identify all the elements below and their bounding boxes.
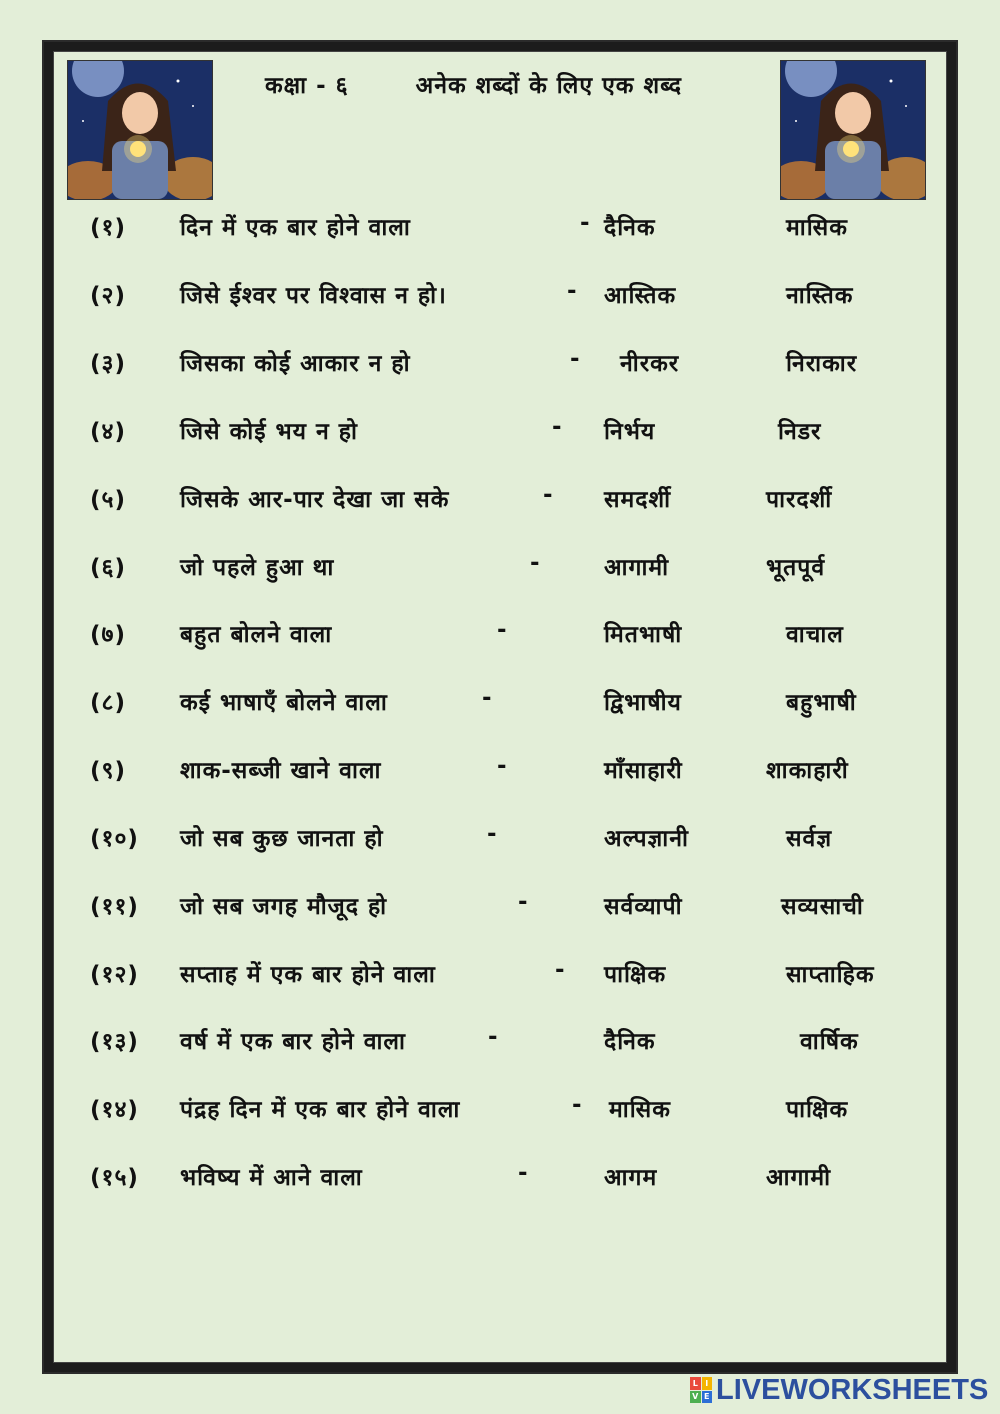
answer-option-1[interactable]: मितभाषी — [604, 622, 683, 648]
question-phrase: जिसका कोई आकार न हो — [180, 351, 411, 377]
question-number: (१५) — [90, 1165, 139, 1191]
question-row — [0, 482, 1000, 522]
question-row — [0, 617, 1000, 657]
answer-option-2[interactable]: साप्ताहिक — [786, 962, 875, 988]
answer-option-1[interactable]: समदर्शी — [604, 487, 672, 513]
question-row — [0, 821, 1000, 861]
answer-option-2[interactable]: वार्षिक — [800, 1029, 859, 1055]
dash-separator: - — [518, 889, 529, 915]
question-phrase: बहुत बोलने वाला — [180, 622, 333, 648]
question-number: (११) — [90, 894, 139, 920]
answer-option-1[interactable]: आगामी — [604, 555, 670, 581]
logo-mark-letter: L — [690, 1377, 701, 1390]
question-number: (३) — [90, 351, 126, 377]
question-number: (१३) — [90, 1029, 139, 1055]
question-phrase: पंद्रह दिन में एक बार होने वाला — [180, 1097, 461, 1123]
logo-mark-letter: V — [690, 1391, 701, 1404]
answer-option-1[interactable]: सर्वव्यापी — [604, 894, 683, 920]
answer-option-2[interactable]: भूतपूर्व — [766, 555, 826, 581]
dash-separator: - — [580, 210, 591, 236]
class-label: कक्षा - ६ — [265, 73, 349, 99]
worksheet-title: अनेक शब्दों के लिए एक शब्द — [415, 73, 682, 99]
logo-mark-letter: I — [702, 1377, 713, 1390]
answer-option-2[interactable]: पाक्षिक — [786, 1097, 849, 1123]
answer-option-1[interactable]: दैनिक — [604, 215, 656, 241]
liveworksheets-logo — [690, 1374, 988, 1406]
question-phrase: जिसे ईश्वर पर विश्वास न हो। — [180, 283, 447, 309]
question-number: (१०) — [90, 826, 139, 852]
question-phrase: वर्ष में एक बार होने वाला — [180, 1029, 406, 1055]
question-row — [0, 346, 1000, 386]
dash-separator: - — [488, 1024, 499, 1050]
question-row — [0, 1160, 1000, 1200]
logo-mark-letter: E — [702, 1391, 713, 1404]
girl-illustration-left — [67, 60, 213, 200]
question-number: (९) — [90, 758, 126, 784]
question-row — [0, 550, 1000, 590]
question-number: (१२) — [90, 962, 139, 988]
answer-option-2[interactable]: शाकाहारी — [766, 758, 849, 784]
question-row — [0, 278, 1000, 318]
logo-mark-icon — [690, 1377, 712, 1403]
dash-separator: - — [497, 617, 508, 643]
question-number: (१४) — [90, 1097, 139, 1123]
dash-separator: - — [482, 685, 493, 711]
question-number: (६) — [90, 555, 126, 581]
question-row — [0, 1092, 1000, 1132]
question-phrase: जिसके आर-पार देखा जा सके — [180, 487, 450, 513]
answer-option-2[interactable]: आगामी — [766, 1165, 832, 1191]
question-number: (१) — [90, 215, 126, 241]
brand-name: LIVEWORKSHEETS — [716, 1373, 989, 1406]
question-phrase: जो सब जगह मौजूद हो — [180, 894, 388, 920]
dash-separator: - — [570, 346, 581, 372]
question-row — [0, 414, 1000, 454]
dash-separator: - — [567, 278, 578, 304]
answer-option-2[interactable]: निराकार — [786, 351, 858, 377]
answer-option-1[interactable]: निर्भय — [604, 419, 656, 445]
answer-option-1[interactable]: आगम — [604, 1165, 658, 1191]
question-number: (४) — [90, 419, 126, 445]
answer-option-1[interactable]: दैनिक — [604, 1029, 656, 1055]
dash-separator: - — [497, 753, 508, 779]
dash-separator: - — [552, 414, 563, 440]
question-row — [0, 685, 1000, 725]
dash-separator: - — [555, 957, 566, 983]
question-phrase: कई भाषाएँ बोलने वाला — [180, 690, 388, 716]
question-number: (७) — [90, 622, 126, 648]
question-number: (५) — [90, 487, 126, 513]
answer-option-2[interactable]: वाचाल — [786, 622, 844, 648]
answer-option-1[interactable]: पाक्षिक — [604, 962, 667, 988]
answer-option-1[interactable]: नीरकर — [620, 351, 680, 377]
question-number: (२) — [90, 283, 126, 309]
answer-option-2[interactable]: पारदर्शी — [766, 487, 833, 513]
answer-option-1[interactable]: अल्पज्ञानी — [604, 826, 689, 852]
question-number: (८) — [90, 690, 126, 716]
question-phrase: जिसे कोई भय न हो — [180, 419, 358, 445]
question-phrase: दिन में एक बार होने वाला — [180, 215, 411, 241]
girl-illustration-right — [780, 60, 926, 200]
answer-option-2[interactable]: मासिक — [786, 215, 848, 241]
dash-separator: - — [487, 821, 498, 847]
question-phrase: भविष्य में आने वाला — [180, 1165, 363, 1191]
dash-separator: - — [572, 1092, 583, 1118]
dash-separator: - — [543, 482, 554, 508]
answer-option-2[interactable]: निडर — [778, 419, 822, 445]
question-row — [0, 1024, 1000, 1064]
dash-separator: - — [530, 550, 541, 576]
answer-option-2[interactable]: नास्तिक — [786, 283, 854, 309]
question-row — [0, 957, 1000, 997]
question-row — [0, 889, 1000, 929]
question-phrase: जो सब कुछ जानता हो — [180, 826, 384, 852]
question-phrase: सप्ताह में एक बार होने वाला — [180, 962, 436, 988]
answer-option-1[interactable]: मासिक — [609, 1097, 671, 1123]
question-row — [0, 210, 1000, 250]
answer-option-1[interactable]: आस्तिक — [604, 283, 677, 309]
worksheet-header — [265, 68, 682, 100]
answer-option-1[interactable]: माँसाहारी — [604, 758, 683, 784]
dash-separator: - — [518, 1160, 529, 1186]
question-row — [0, 753, 1000, 793]
answer-option-2[interactable]: सव्यसाची — [781, 894, 864, 920]
answer-option-2[interactable]: सर्वज्ञ — [786, 826, 833, 852]
answer-option-2[interactable]: बहुभाषी — [786, 690, 857, 716]
question-phrase: शाक-सब्जी खाने वाला — [180, 758, 382, 784]
answer-option-1[interactable]: द्विभाषीय — [604, 690, 682, 716]
question-phrase: जो पहले हुआ था — [180, 555, 335, 581]
